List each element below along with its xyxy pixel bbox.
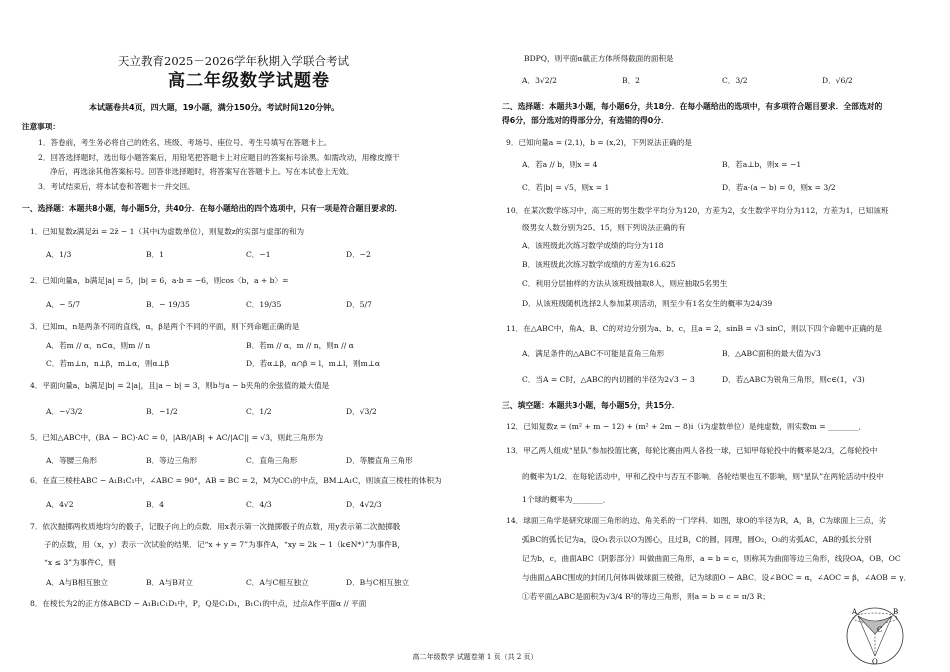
section-1-heading: 一、选择题：本题共8小题，每小题5分，共40分．在每小题给出的四个选项中，只有一项是符合题目要求的． [22, 204, 403, 213]
q8-stem-continued: BDPQ，则平面α截正方体所得截面的面积是 [524, 54, 674, 63]
note-line-4: 3．考试结束后，将本试卷和答题卡一并交回。 [38, 182, 195, 191]
q7-option-d: D．B与C相互独立 [346, 578, 410, 587]
q8-option-d: D．√6/2 [822, 76, 853, 85]
q9-option-b: B．若a⊥b，则x = −1 [722, 160, 802, 169]
q7-option-b: B．A与B对立 [146, 578, 194, 587]
q8-option-b: B．2 [622, 76, 641, 85]
q11-option-a: A．满足条件的△ABC不可能是直角三角形 [522, 349, 665, 358]
label-a: A [852, 608, 858, 616]
q7-line-3: “x ≤ 3”为事件C，则 [44, 558, 116, 567]
q5-option-a: A．等腰三角形 [46, 456, 98, 465]
q8-option-a: A．3√2/2 [522, 76, 557, 85]
q1-option-d: D．−2 [346, 250, 371, 259]
q2-option-a: A．− 5/7 [46, 300, 81, 309]
q3-stem: 3．已知m，n是两条不同的直线，α，β是两个不同的平面，则下列命题正确的是 [30, 322, 300, 331]
section-2-heading-line-1: 二、选择题：本题共3小题，每小题6分，共18分．在每小题给出的选项中，有多项符合题目要求．全部选对的 [502, 102, 883, 111]
q14-line-4: 与曲面△ABC围成的封闭几何体叫做球面三棱锥，记为球面O − ABC．设∠BOC = α，∠AOC = β，∠AOB = γ． [522, 573, 912, 582]
q10-line-1: 10．在某次数学练习中，高三班的男生数学平均分为120，方差为2，女生数学平均分为112，方差为1，已知该班 [506, 206, 889, 215]
q11-option-b: B．△ABC面积的最大值为√3 [722, 349, 821, 358]
q5-option-d: D．等腰直角三角形 [346, 456, 413, 465]
q3-option-a: A．若m // α，n⊂α，则m // n [46, 341, 151, 350]
curved-triangle-abc [858, 616, 892, 634]
note-line-3: 净后，再选涂其他答案标号。回答非选择题时，将答案写在答题卡上。写在本试卷上无效。 [50, 167, 354, 176]
section-3-heading: 三、填空题：本题共3小题，每小题5分，共15分． [502, 401, 680, 410]
q9-option-c: C．若|b| = √5，则x = 1 [522, 183, 610, 192]
q1-option-a: A．1/3 [46, 250, 72, 259]
q8-stem: 8．在棱长为2的正方体ABCD − A₁B₁C₁D₁中，P，Q是C₁D₁，B₁C₁的中点，过点A作平面α // 平面 [30, 599, 367, 608]
q4-stem: 4．平面向量a，b满足|b| = 2|a|，且|a − b| = 3，则b与a − b夹角的余弦值的最大值是 [30, 381, 330, 390]
q5-stem: 5．已知△ABC中，(BA − BC)·AC = 0，|AB/|AB| + AC/|AC|| = √3，则此三角形为 [30, 433, 324, 442]
q6-option-d: D．4√2/3 [346, 500, 382, 509]
q5-option-c: C．直角三角形 [246, 456, 298, 465]
page-footer: 高二年级数学 试题卷第 1 页（共 2 页） [412, 653, 538, 661]
q12-stem: 12．已知复数z = (m² + m − 12) + (m² + 2m − 8)i（i为虚数单位）是纯虚数，则实数m = ________． [506, 422, 866, 431]
q2-stem: 2．已知向量a，b满足|a| = 5，|b| = 6，a·b = −6，则cos〈b，a + b〉= [30, 276, 289, 285]
q9-option-d: D．若a·(a − b) = 0，则x = 3/2 [722, 183, 836, 192]
q11-option-d: D．若△ABC为锐角三角形，则c∈(1，√3) [722, 375, 865, 384]
q1-option-c: C．−1 [246, 250, 271, 259]
q4-option-b: B．−1/2 [146, 407, 178, 416]
q7-option-a: A．A与B相互独立 [46, 578, 109, 587]
q14-line-3: 记为b，c，曲面ABC（阴影部分）叫做曲面三角形，a = b = c，则称其为曲面等边三角形，线段OA，OB，OC [522, 554, 901, 563]
right-column [486, 0, 950, 672]
q11-option-c: C．当A = C时，△ABC的内切圆的半径为2√3 − 3 [522, 375, 695, 384]
q10-option-b: B．该班级此次练习数学成绩的方差为16.625 [522, 260, 676, 269]
section-2-heading-line-2: 得6分，部分选对的得部分分，有选错的得0分． [502, 116, 669, 125]
q10-option-d: D．从该班级随机选择2人参加某项活动，则至少有1名女生的概率为24/39 [522, 299, 773, 308]
q13-line-3: 1个球的概率为________． [522, 495, 611, 504]
q8-option-c: C．3/2 [722, 76, 748, 85]
q6-option-a: A．4√2 [46, 500, 74, 509]
q13-line-1: 13．甲乙两人组成“星队”参加投篮比赛，每轮比赛由两人各投一球，已知甲每轮投中的概率是2/3，乙每轮投中 [506, 446, 878, 455]
label-b: B [893, 608, 899, 616]
q11-stem: 11．在△ABC中，角A、B、C的对边分别为a、b、c，且a = 2，sinB = √3 sinC，则以下四个命题中正确的是 [506, 324, 883, 333]
q7-line-1: 7．依次抛掷两枚质地均匀的骰子，记骰子向上的点数．用x表示第一次抛掷骰子的点数，用y表示第二次抛掷骰 [30, 522, 401, 531]
q14-line-1: 14．球面三角学是研究球面三角形的边、角关系的一门学科．如图，球O的半径为R，A，B，C为球面上三点，劣 [506, 516, 887, 525]
note-line-1: 1．答卷前，考生务必将自己的姓名、班级、考场号、座位号、考生号填写在答题卡上。 [38, 138, 332, 147]
q2-option-b: B．− 19/35 [146, 300, 190, 309]
label-o: O [872, 658, 878, 666]
q4-option-c: C．1/2 [246, 407, 272, 416]
q14-line-5: ①若平面△ABC是面积为√3/4 R²的等边三角形，则a = b = c = π/3 R； [522, 592, 770, 601]
paper-title: 高二年级数学试题卷 [168, 71, 330, 91]
q3-option-b: B．若m // α，m // n，则n // α [246, 341, 354, 350]
q13-line-2: 的概率为1/2．在每轮活动中，甲和乙投中与否互不影响．各轮结果也互不影响，则“星队”在两轮活动中投中 [522, 472, 884, 481]
q6-option-c: C．4/3 [246, 500, 272, 509]
note-line-2: 2．回答选择题时，选出每小题答案后，用铅笔把答题卡上对应题目的答案标号涂黑。如需改动，用橡皮擦干 [38, 153, 400, 162]
label-c: C [877, 626, 883, 634]
q7-option-c: C．A与C相互独立 [246, 578, 309, 587]
q6-stem: 6．在直三棱柱ABC − A₁B₁C₁中，∠ABC = 90°，AB = BC = 2，M为CC₁的中点，BM⊥A₁C，则该直三棱柱的体积为 [30, 476, 442, 485]
notes-label: 注意事项： [22, 122, 60, 131]
paper-info: 本试题卷共4页，四大题，19小题，满分150分。考试时间120分钟。 [89, 103, 340, 112]
q2-option-c: C．19/35 [246, 300, 282, 309]
q10-option-a: A．该班级此次练习数学成绩的均分为118 [522, 241, 664, 250]
q4-option-a: A．−√3/2 [46, 407, 83, 416]
q10-line-2: 级男女人数分别为25、15，则下列说法正确的有 [522, 223, 686, 232]
q3-option-c: C．若m⊥n，n⊥β，m⊥α，则α⊥β [46, 359, 170, 368]
q9-stem: 9．已知向量a = (2,1)，b = (x,2)，下列说法正确的是 [506, 138, 692, 147]
q4-option-d: D．√3/2 [346, 407, 377, 416]
q2-option-d: D．5/7 [346, 300, 372, 309]
q3-option-d: D．若α⊥β，α∩β = l，m⊥l，则m⊥α [246, 359, 381, 368]
q1-option-b: B．1 [146, 250, 165, 259]
q10-option-c: C．利用分层抽样的方法从该班级抽取8人，则应抽取5名男生 [522, 279, 728, 288]
q7-line-2: 子的点数，用（x，y）表示一次试验的结果．记“x + y = 7”为事件A，“xy = 2k − 1（k∈N*）”为事件B， [44, 540, 405, 549]
q1-stem: 1．已知复数z满足z̄i = 2z̄ − 1（其中i为虚数单位），则复数z的实部与虚部的和为 [30, 227, 305, 236]
q14-line-2: 弧BC的弧长记为a，设O₁表示以O为圆心，且过B，C的圆，同理，圆O₂，O₃的劣弧AC，AB的弧长分别 [522, 535, 872, 544]
q9-option-a: A．若a // b，则x = 4 [522, 160, 598, 169]
q6-option-b: B．4 [146, 500, 165, 509]
exam-title: 天立教育2025－2026学年秋期入学联合考试 [118, 54, 350, 68]
q5-option-b: B．等边三角形 [146, 456, 198, 465]
